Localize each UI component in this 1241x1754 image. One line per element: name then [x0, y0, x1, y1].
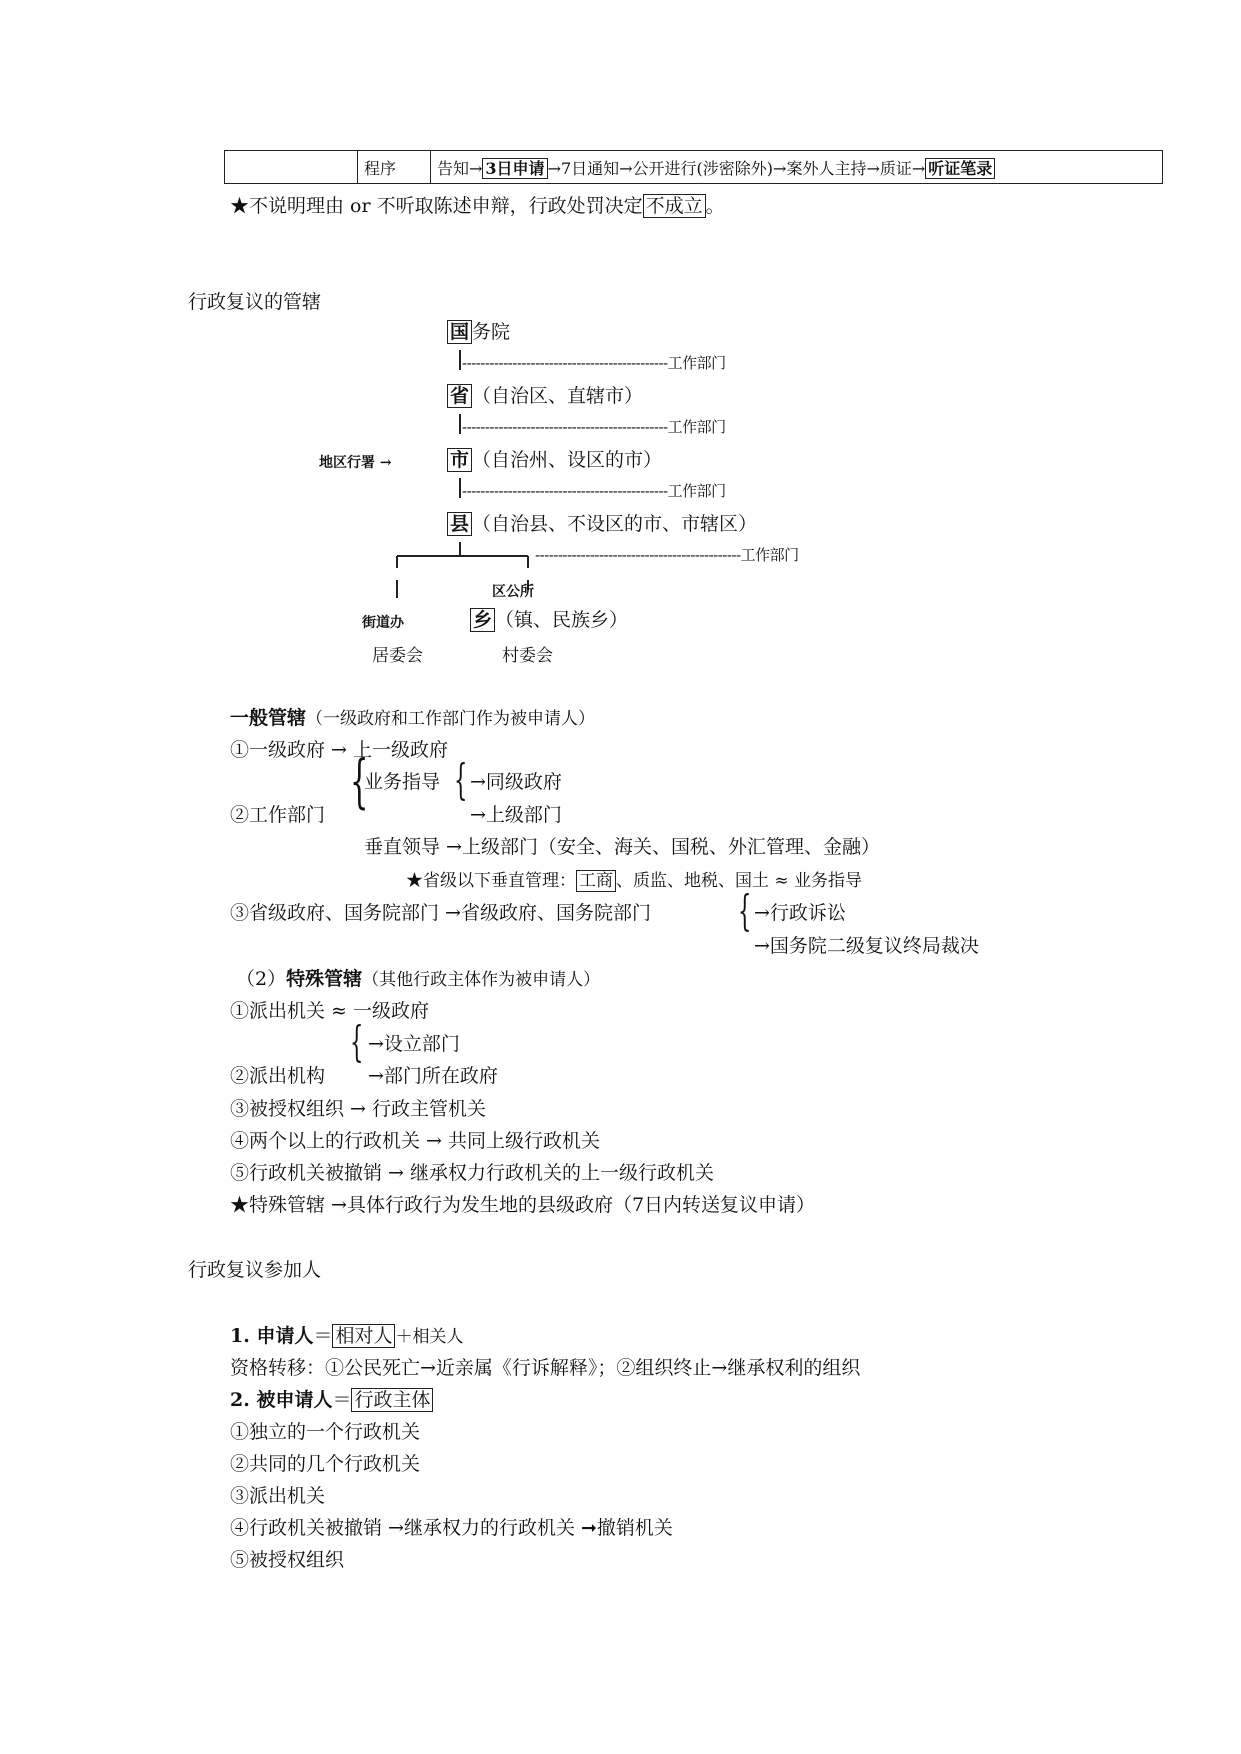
participant-applicant	[230, 1321, 463, 1348]
heading-note: （一级政府和工作部门作为被申请人）	[306, 709, 596, 729]
participant-respondent	[230, 1385, 433, 1412]
heading-note: （其他行政主体作为被申请人）	[362, 970, 601, 990]
seq-part: →7日通知→公开进行(涉密除外)→案外人主持→质证→	[547, 158, 926, 178]
villagers-committee: 村委会	[502, 646, 553, 666]
star-note-end: 。	[705, 195, 725, 217]
special-star-note: ★特殊管辖 →具体行政行为发生地的县级政府（7日内转送复议申请）	[230, 1194, 816, 1216]
dept-line-3: ---------------------------------------------工作部门	[462, 482, 726, 500]
brace-special: {	[350, 1017, 364, 1066]
respondent-item-3: ③派出机关	[230, 1485, 326, 1507]
general-item-2-label: ②工作部门	[230, 804, 326, 826]
prefecture-label: 地区行署 →	[319, 455, 392, 471]
node-city	[447, 445, 662, 472]
section-title-jurisdiction: 行政复议的管辖	[188, 291, 322, 313]
special-item-2b: →部门所在政府	[368, 1065, 498, 1087]
node-state-council	[447, 317, 510, 344]
qualification-transfer: 资格转移：①公民死亡→近亲属《行诉解释》；②组织终止→继承权利的组织	[230, 1357, 861, 1379]
special-jurisdiction-heading	[236, 964, 600, 991]
special-item-4: ④两个以上的行政机关 → 共同上级行政机关	[230, 1130, 601, 1152]
respondent-label: 2. 被申请人	[230, 1389, 333, 1411]
general-item-3: ③省级政府、国务院部门 →省级政府、国务院部门	[230, 902, 651, 924]
node-text: （自治县、不设区的市、市辖区）	[472, 513, 758, 535]
residents-committee: 居委会	[372, 646, 423, 666]
node-text: （自治区、直辖市）	[472, 385, 644, 407]
general-item-3b: →国务院二级复议终局裁决	[754, 935, 979, 957]
node-box: 市	[447, 448, 472, 472]
special-item-1: ①派出机关 ≈ 一级政府	[230, 1000, 429, 1022]
general-star-note	[406, 866, 862, 891]
heading-text: 一般管辖	[230, 707, 307, 729]
applicant-boxed: 相对人	[332, 1324, 395, 1348]
special-item-2a: →设立部门	[368, 1033, 460, 1055]
general-jurisdiction-heading	[230, 703, 595, 730]
general-item-2a: 业务指导	[364, 771, 441, 793]
equals: ＝	[313, 1325, 333, 1347]
respondent-item-4: ④行政机关被撤销 →继承权力的行政机关 ➞撤销机关	[230, 1517, 673, 1539]
star-note-boxed: 不成立	[643, 194, 706, 218]
respondent-item-2: ②共同的几个行政机关	[230, 1453, 421, 1475]
seq-highlight-record: 听证笔录	[925, 158, 995, 179]
special-item-3: ③被授权组织 → 行政主管机关	[230, 1098, 486, 1120]
brace-item-3: {	[738, 886, 752, 935]
special-item-5: ⑤行政机关被撤销 → 继承权力行政机关的上一级行政机关	[230, 1162, 715, 1184]
node-text: 务院	[472, 321, 511, 343]
brace-outer: {	[350, 747, 369, 815]
respondent-item-1: ①独立的一个行政机关	[230, 1421, 421, 1443]
street-office-label: 街道办	[362, 615, 404, 631]
general-item-2b: 垂直领导 →上级部门（安全、海关、国税、外汇管理、金融）	[364, 836, 880, 858]
node-box: 县	[447, 512, 472, 536]
node-box: 乡	[470, 608, 495, 632]
node-text: （自治州、设区的市）	[472, 449, 663, 471]
table-cell-procedure-label: 程序	[358, 151, 431, 184]
applicant-label: 1. 申请人	[230, 1325, 314, 1347]
hierarchy-lines	[0, 0, 1241, 700]
equals: ＝	[332, 1389, 352, 1411]
star-boxed: 工商	[576, 870, 616, 892]
respondent-item-5: ⑤被授权组织	[230, 1549, 345, 1571]
node-box: 省	[447, 384, 472, 408]
special-item-2-label: ②派出机构	[230, 1065, 326, 1087]
star-text: ★省级以下垂直管理：	[406, 871, 576, 891]
star-note-text: ★不说明理由 or 不听取陈述申辩，行政处罚决定	[230, 195, 643, 217]
brace-inner: {	[454, 755, 468, 804]
dept-line-2: ---------------------------------------------工作部门	[462, 418, 726, 436]
node-township	[470, 605, 628, 632]
node-text: （镇、民族乡）	[495, 609, 629, 631]
dept-line-1: ---------------------------------------------工作部门	[462, 354, 726, 372]
section-title-participants: 行政复议参加人	[188, 1259, 322, 1281]
applicant-rest: ＋相关人	[395, 1327, 464, 1347]
node-county	[447, 509, 757, 536]
district-office-label: 区公所	[492, 584, 534, 600]
seq-highlight-3day: 3日申请	[482, 158, 547, 179]
heading-text: 特殊管辖	[286, 968, 363, 990]
heading-number: （2）	[236, 968, 287, 990]
general-item-3a: →行政诉讼	[754, 902, 846, 924]
seq-part: 告知→	[437, 158, 483, 178]
respondent-boxed: 行政主体	[351, 1388, 433, 1412]
general-item-2a1: →同级政府	[470, 771, 562, 793]
node-province	[447, 381, 643, 408]
dept-line-4: ---------------------------------------------工作部门	[535, 546, 799, 564]
general-item-1: ①一级政府 → 上一级政府	[230, 739, 448, 761]
general-item-2a2: →上级部门	[470, 804, 562, 826]
star-text: 、质监、地税、国土 ≈ 业务指导	[616, 871, 863, 891]
node-box: 国	[447, 320, 472, 344]
